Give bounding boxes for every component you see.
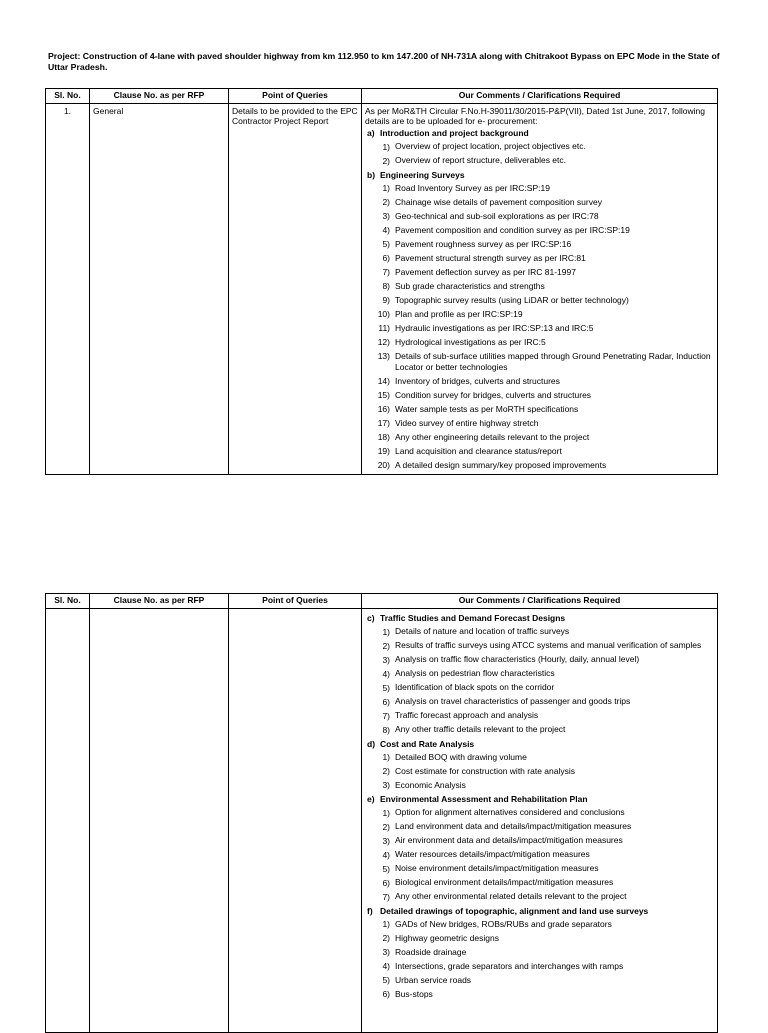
list-item-number: 1) (382, 141, 390, 152)
section-title: Cost and Rate Analysis (380, 738, 475, 749)
section-letter: e) (367, 794, 375, 804)
list-item-number: 10) (377, 309, 390, 320)
list-item-number: 5) (382, 863, 390, 874)
list-item-number: 6) (382, 696, 390, 707)
list-item (365, 279, 714, 293)
list-item-text: Condition survey for bridges, culverts and structures (395, 389, 592, 400)
list-item-number: 2) (382, 766, 390, 776)
list-item (365, 625, 714, 639)
cell-sl-no (46, 609, 90, 1033)
list-item-text: Hydraulic investigations as per IRC:SP:13 and IRC:5 (395, 322, 594, 333)
list-item (365, 820, 714, 834)
cell-clause: General (90, 104, 229, 475)
list-item (365, 140, 714, 154)
list-item (365, 709, 714, 723)
list-item (365, 931, 714, 945)
list-item-text: Analysis on travel characteristics of passenger and goods trips (395, 696, 631, 706)
list-item-number: 4) (382, 225, 390, 236)
list-item-number: 11) (378, 323, 390, 334)
list-item-number: 8) (382, 724, 390, 735)
list-item (365, 973, 714, 987)
queries-table-page-1 (45, 88, 718, 475)
list-item-number: 5) (382, 239, 390, 250)
list-item (365, 181, 714, 195)
list-item-text: Pavement composition and condition survey as per IRC:SP:19 (395, 224, 630, 235)
list-item (365, 750, 714, 764)
table-row (46, 609, 718, 1033)
section-letter: d) (367, 738, 376, 749)
list-item-number: 16) (377, 404, 390, 415)
list-item (365, 987, 714, 1001)
list-item (365, 639, 714, 653)
list-item-text: Option for alignment alternatives considered and conclusions (395, 807, 625, 817)
cell-sl-no: 1. (46, 104, 90, 475)
list-item-number: 6) (382, 877, 390, 888)
list-item-text: Roadside drainage (395, 946, 467, 957)
list-item-text: Results of traffic surveys using ATCC systems and manual verification of samples (395, 640, 702, 650)
list-item-text: Highway geometric designs (395, 932, 499, 943)
list-item-text: Identification of black spots on the corridor (395, 682, 555, 692)
section-title: Environmental Assessment and Rehabilitation Plan (380, 794, 588, 804)
comments-sections (365, 127, 714, 472)
list-item-text: Traffic forecast approach and analysis (395, 710, 539, 720)
list-item-text: Bus-stops (395, 988, 433, 999)
list-item (365, 458, 714, 472)
list-item-text: GADs of New bridges, ROBs/RUBs and grade separators (395, 918, 612, 929)
comments-intro: As per MoR&TH Circular F.No.H-39011/30/2015-P&P(VII), Dated 1st June, 2017, following details are to be uploaded for e- procurement: (365, 106, 705, 127)
list-item (365, 195, 714, 209)
list-item-number: 18) (377, 432, 390, 443)
list-item (365, 862, 714, 876)
list-item (365, 834, 714, 848)
list-item-number: 15) (377, 390, 390, 401)
list-item (365, 764, 714, 778)
project-label: Project: (48, 51, 81, 61)
list-item-text: Pavement deflection survey as per IRC 81-1997 (395, 266, 576, 277)
list-item (365, 681, 714, 695)
cell-point: Details to be provided to the EPC Contractor Project Report (229, 104, 362, 475)
list-item (365, 778, 714, 792)
list-item-number: 9) (382, 295, 390, 306)
list-item-text: Urban service roads (395, 974, 472, 985)
project-heading (48, 51, 720, 73)
list-item-text: Overview of report structure, deliverables etc. (395, 155, 567, 166)
header-comments: Our Comments / Clarifications Required (362, 594, 718, 609)
list-item-number: 1) (382, 626, 390, 637)
list-item (365, 374, 714, 388)
list-item-text: Hydrological investigations as per IRC:5 (395, 336, 546, 347)
list-item-text: Video survey of entire highway stretch (395, 417, 539, 428)
header-point-of-queries: Point of Queries (229, 89, 362, 104)
list-item (365, 416, 714, 430)
section-title: Traffic Studies and Demand Forecast Designs (380, 613, 566, 623)
list-item (365, 237, 714, 251)
list-item-text: Pavement roughness survey as per IRC:SP:16 (395, 238, 572, 249)
list-item-text: Water resources details/impact/mitigation measures (395, 849, 590, 859)
list-item (365, 251, 714, 265)
list-item (365, 223, 714, 237)
list-item-number: 4) (382, 668, 390, 679)
list-item-number: 5) (382, 682, 390, 693)
list-item-number: 2) (382, 197, 390, 208)
header-sl-no: Sl. No. (46, 594, 90, 609)
project-description: Construction of 4-lane with paved shoulder highway from km 112.950 to km 147.200 of NH-731A along with Chitrakoot Bypass on EPC Mode in the State of Uttar Pradesh. (48, 51, 720, 72)
list-item-text: Land environment data and details/impact/mitigation measures (395, 821, 632, 831)
list-item-number: 12) (377, 337, 390, 348)
list-item-text: Chainage wise details of pavement composition survey (395, 196, 602, 207)
list-item-number: 14) (377, 376, 390, 387)
list-item (365, 209, 714, 223)
list-item (365, 848, 714, 862)
list-item (365, 265, 714, 279)
list-item-number: 13) (377, 351, 390, 362)
list-item-number: 2) (382, 821, 390, 832)
list-item-text: Inventory of bridges, culverts and structures (395, 375, 560, 386)
list-item (365, 321, 714, 335)
list-item (365, 723, 714, 737)
list-item-number: 6) (382, 989, 390, 999)
list-item-text: Intersections, grade separators and interchanges with ramps (395, 960, 624, 971)
section-letter: f) (367, 905, 373, 916)
section-title: Introduction and project background (380, 128, 529, 139)
list-item-number: 2) (382, 933, 390, 943)
list-item (365, 653, 714, 667)
cell-point (229, 609, 362, 1033)
list-item-text: Land acquisition and clearance status/report (395, 445, 562, 456)
section-heading (365, 738, 714, 751)
list-item-number: 3) (382, 835, 390, 846)
list-item-number: 3) (382, 947, 390, 957)
section-heading (365, 127, 714, 140)
list-item-text: Noise environment details/impact/mitigation measures (395, 863, 599, 873)
list-item (365, 959, 714, 973)
list-item (365, 945, 714, 959)
list-item-number: 7) (382, 710, 390, 721)
list-item-number: 20) (377, 460, 390, 471)
list-item-text: Water sample tests as per MoRTH specifications (395, 403, 579, 414)
list-item (365, 667, 714, 681)
list-item-text: A detailed design summary/key proposed improvements (395, 459, 607, 470)
list-item-text: Cost estimate for construction with rate analysis (395, 765, 575, 776)
list-item-text: Details of nature and location of traffic surveys (395, 626, 570, 636)
section-letter: c) (367, 613, 375, 623)
list-item-text: Geo-technical and sub-soil explorations as per IRC:78 (395, 210, 599, 221)
header-clause-no: Clause No. as per RFP (90, 89, 229, 104)
section-title: Detailed drawings of topographic, alignment and land use surveys (380, 905, 649, 916)
list-item-number: 1) (382, 183, 390, 194)
list-item-text: Pavement structural strength survey as per IRC:81 (395, 252, 586, 263)
list-item-number: 7) (382, 267, 390, 278)
section-title: Engineering Surveys (380, 169, 465, 180)
list-item-text: Detailed BOQ with drawing volume (395, 751, 527, 762)
list-item-text: Biological environment details/impact/mitigation measures (395, 877, 614, 887)
list-item-number: 3) (382, 211, 390, 222)
list-item-number: 8) (382, 281, 390, 292)
cell-clause (90, 609, 229, 1033)
list-item (365, 335, 714, 349)
list-item-number: 5) (382, 975, 390, 985)
cell-comments (362, 104, 718, 475)
table-row (46, 104, 718, 475)
list-item-text: Analysis on traffic flow characteristics (Hourly, daily, annual level) (395, 654, 640, 664)
list-item-text: Road Inventory Survey as per IRC:SP:19 (395, 182, 550, 193)
header-clause-no: Clause No. as per RFP (90, 594, 229, 609)
list-item-text: Any other traffic details relevant to the project (395, 724, 566, 734)
section-letter: b) (367, 169, 376, 180)
section-heading (365, 612, 714, 625)
list-item-number: 3) (382, 780, 390, 790)
list-item-text: Overview of project location, project objectives etc. (395, 141, 586, 152)
list-item (365, 876, 714, 890)
list-item-text: Topographic survey results (using LiDAR or better technology) (395, 294, 629, 305)
list-item-number: 3) (382, 654, 390, 665)
list-item (365, 388, 714, 402)
section-letter: a) (367, 128, 375, 139)
list-item-text: Any other engineering details relevant to the project (395, 431, 590, 442)
queries-table-page-2 (45, 593, 718, 1033)
list-item (365, 293, 714, 307)
list-item (365, 430, 714, 444)
list-item (365, 444, 714, 458)
list-item-number: 4) (382, 849, 390, 860)
list-item-text: Air environment data and details/impact/mitigation measures (395, 835, 623, 845)
list-item-number: 7) (382, 891, 390, 902)
section-heading (365, 793, 714, 806)
header-comments: Our Comments / Clarifications Required (362, 89, 718, 104)
list-item-number: 2) (382, 155, 390, 166)
list-item-text: Sub grade characteristics and strengths (395, 280, 545, 291)
list-item-number: 1) (382, 919, 390, 929)
comments-sections (365, 612, 714, 1001)
list-item (365, 890, 714, 904)
list-item-text: Plan and profile as per IRC:SP:19 (395, 308, 523, 319)
list-item-number: 1) (382, 752, 390, 762)
list-item-number: 4) (382, 961, 390, 971)
list-item-number: 19) (377, 446, 390, 457)
list-item-text: Economic Analysis (395, 779, 466, 790)
list-item (365, 307, 714, 321)
list-item (365, 917, 714, 931)
list-item (365, 154, 714, 168)
list-item (365, 806, 714, 820)
list-item-text: Details of sub-surface utilities mapped through Ground Penetrating Radar, Induction Locator or better technologies (395, 350, 711, 372)
list-item-number: 1) (382, 807, 390, 818)
list-item-text: Analysis on pedestrian flow characteristics (395, 668, 555, 678)
list-item-text: Any other environmental related details relevant to the project (395, 891, 627, 901)
header-point-of-queries: Point of Queries (229, 594, 362, 609)
list-item (365, 695, 714, 709)
list-item-number: 2) (382, 640, 390, 651)
cell-comments (362, 609, 718, 1033)
section-heading (365, 905, 714, 918)
section-heading (365, 169, 714, 182)
list-item-number: 6) (382, 253, 390, 264)
list-item (365, 402, 714, 416)
list-item-number: 17) (377, 418, 390, 429)
header-sl-no: Sl. No. (46, 89, 90, 104)
list-item (365, 349, 714, 374)
